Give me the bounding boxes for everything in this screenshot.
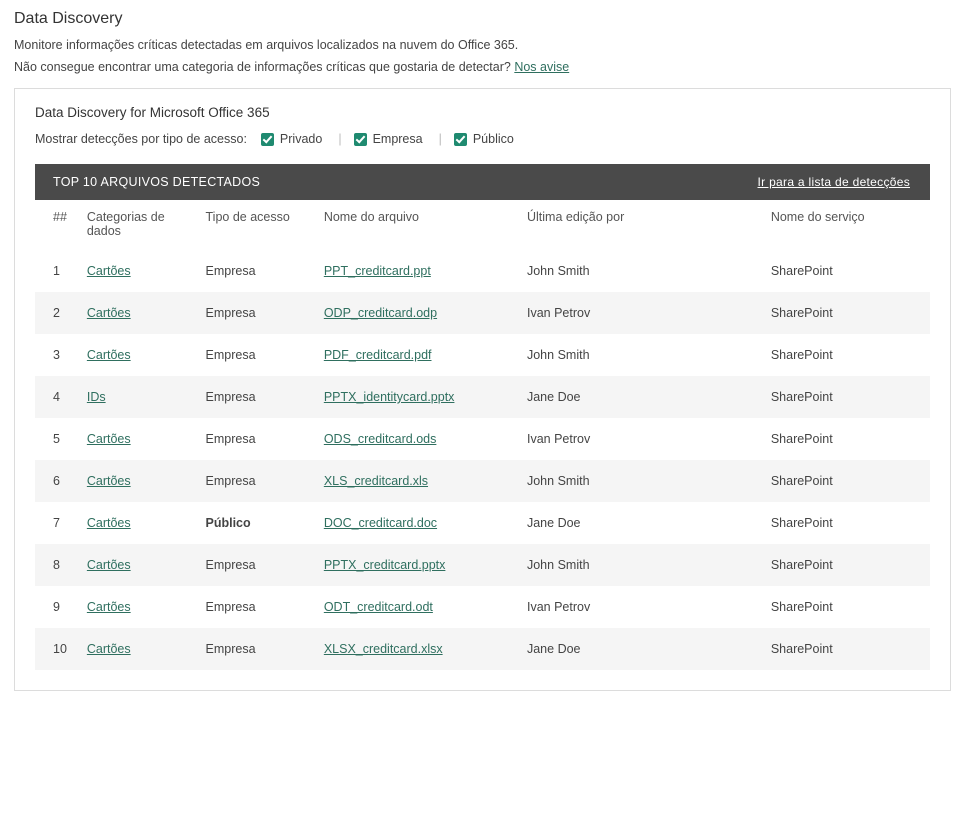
column-header-service: Nome do serviço bbox=[770, 210, 865, 225]
cell-index: 4 bbox=[53, 390, 60, 405]
checkbox-checked-icon[interactable] bbox=[354, 133, 367, 146]
intro-feedback-line bbox=[14, 58, 951, 76]
cell-category bbox=[79, 586, 198, 628]
table-row bbox=[35, 502, 930, 544]
file-name-link[interactable]: ODT_creditcard.odt bbox=[323, 600, 433, 615]
access-type-filter-row bbox=[35, 132, 930, 146]
cell-last-editor: John Smith bbox=[526, 558, 590, 573]
cell-service-name: SharePoint bbox=[770, 306, 833, 321]
cell-index: 10 bbox=[53, 642, 67, 657]
category-link[interactable]: Cartões bbox=[86, 516, 131, 531]
cell-access-type: Empresa bbox=[205, 558, 256, 573]
cell-file-name bbox=[316, 418, 519, 460]
filter-checkbox-publico[interactable] bbox=[454, 132, 514, 146]
cell-file-name bbox=[316, 376, 519, 418]
cell-category bbox=[79, 502, 198, 544]
checkbox-checked-icon[interactable] bbox=[454, 133, 467, 146]
category-link[interactable]: Cartões bbox=[86, 432, 131, 447]
cell-file-name bbox=[316, 544, 519, 586]
cell-access-type: Empresa bbox=[205, 474, 256, 489]
panel-title: Data Discovery for Microsoft Office 365 bbox=[35, 105, 270, 121]
cell-index: 7 bbox=[53, 516, 60, 531]
cell-category bbox=[79, 250, 198, 292]
cell-last-editor: Jane Doe bbox=[526, 516, 581, 531]
file-name-link[interactable]: PDF_creditcard.pdf bbox=[323, 348, 432, 363]
category-link[interactable]: Cartões bbox=[86, 474, 131, 489]
checkbox-checked-icon[interactable] bbox=[261, 133, 274, 146]
column-header-editor: Última edição por bbox=[526, 210, 625, 225]
cell-index: 8 bbox=[53, 558, 60, 573]
filter-separator-2: | bbox=[438, 132, 442, 147]
table-row bbox=[35, 628, 930, 670]
category-link[interactable]: Cartões bbox=[86, 600, 131, 615]
cell-service-name: SharePoint bbox=[770, 432, 833, 447]
category-link[interactable]: Cartões bbox=[86, 264, 131, 279]
cell-file-name bbox=[316, 292, 519, 334]
cell-file-name bbox=[316, 250, 519, 292]
category-link[interactable]: Cartões bbox=[86, 558, 131, 573]
cell-service-name: SharePoint bbox=[770, 474, 833, 489]
cell-category bbox=[79, 334, 198, 376]
file-name-link[interactable]: PPTX_identitycard.pptx bbox=[323, 390, 455, 405]
file-name-link[interactable]: DOC_creditcard.doc bbox=[323, 516, 438, 531]
cell-file-name bbox=[316, 502, 519, 544]
cell-service-name: SharePoint bbox=[770, 516, 833, 531]
cell-category bbox=[79, 544, 198, 586]
column-header-access: Tipo de acesso bbox=[205, 210, 290, 225]
notify-us-link[interactable]: Nos avise bbox=[514, 60, 570, 75]
cell-service-name: SharePoint bbox=[770, 642, 833, 657]
table-header-bar bbox=[35, 164, 930, 200]
intro-description: Monitore informações críticas detectadas em arquivos localizados na nuvem do Office 365. bbox=[14, 38, 519, 52]
file-name-link[interactable]: PPTX_creditcard.pptx bbox=[323, 558, 446, 573]
table-header-row bbox=[35, 200, 930, 250]
cell-file-name bbox=[316, 460, 519, 502]
category-link[interactable]: Cartões bbox=[86, 642, 131, 657]
cell-access-type: Empresa bbox=[205, 390, 256, 405]
filter-separator-1: | bbox=[338, 132, 342, 147]
cell-service-name: SharePoint bbox=[770, 348, 833, 363]
category-link[interactable]: Cartões bbox=[86, 306, 131, 321]
cell-access-type: Empresa bbox=[205, 348, 256, 363]
cell-index: 5 bbox=[53, 432, 60, 447]
cell-index: 9 bbox=[53, 600, 60, 615]
file-name-link[interactable]: XLS_creditcard.xls bbox=[323, 474, 429, 489]
filter-label-publico: Público bbox=[472, 132, 514, 147]
cell-last-editor: John Smith bbox=[526, 474, 590, 489]
intro-feedback-text: Não consegue encontrar uma categoria de informações críticas que gostaria de detectar? bbox=[14, 60, 511, 75]
cell-index: 1 bbox=[53, 264, 60, 279]
table-head bbox=[35, 200, 930, 250]
file-name-link[interactable]: ODP_creditcard.odp bbox=[323, 306, 438, 321]
cell-category bbox=[79, 628, 198, 670]
filter-checkbox-privado[interactable] bbox=[261, 132, 322, 146]
cell-service-name: SharePoint bbox=[770, 558, 833, 573]
cell-service-name: SharePoint bbox=[770, 390, 833, 405]
cell-file-name bbox=[316, 586, 519, 628]
table-header-title: TOP 10 ARQUIVOS DETECTADOS bbox=[53, 175, 261, 190]
cell-category bbox=[79, 292, 198, 334]
data-discovery-panel bbox=[14, 88, 951, 691]
cell-file-name bbox=[316, 628, 519, 670]
table-body bbox=[35, 250, 930, 670]
filter-checkbox-empresa[interactable] bbox=[354, 132, 423, 146]
cell-service-name: SharePoint bbox=[770, 264, 833, 279]
file-name-link[interactable]: PPT_creditcard.ppt bbox=[323, 264, 431, 279]
cell-category bbox=[79, 418, 198, 460]
filter-label: Mostrar detecções por tipo de acesso: bbox=[35, 132, 247, 147]
table-row bbox=[35, 586, 930, 628]
table-row bbox=[35, 460, 930, 502]
cell-last-editor: Ivan Petrov bbox=[526, 600, 591, 615]
table-row bbox=[35, 334, 930, 376]
category-link[interactable]: IDs bbox=[86, 390, 106, 405]
column-header-index: ## bbox=[53, 210, 67, 225]
table-row bbox=[35, 544, 930, 586]
cell-access-type: Público bbox=[205, 516, 251, 531]
cell-access-type: Empresa bbox=[205, 306, 256, 321]
cell-last-editor: Jane Doe bbox=[526, 642, 581, 657]
cell-index: 3 bbox=[53, 348, 60, 363]
column-header-file: Nome do arquivo bbox=[323, 210, 420, 225]
cell-index: 6 bbox=[53, 474, 60, 489]
cell-access-type: Empresa bbox=[205, 642, 256, 657]
table-row bbox=[35, 418, 930, 460]
cell-index: 2 bbox=[53, 306, 60, 321]
detections-table bbox=[35, 200, 930, 670]
cell-category bbox=[79, 460, 198, 502]
cell-last-editor: John Smith bbox=[526, 348, 590, 363]
filter-label-privado: Privado bbox=[279, 132, 323, 147]
cell-access-type: Empresa bbox=[205, 264, 256, 279]
cell-last-editor: Jane Doe bbox=[526, 390, 581, 405]
cell-access-type: Empresa bbox=[205, 432, 256, 447]
column-header-category: Categorias de dados bbox=[86, 210, 165, 239]
page-title: Data Discovery bbox=[14, 10, 123, 27]
filter-label-empresa: Empresa bbox=[372, 132, 423, 147]
go-to-detections-list-link[interactable]: Ir para a lista de detecções bbox=[757, 175, 910, 190]
cell-service-name: SharePoint bbox=[770, 600, 833, 615]
file-name-link[interactable]: XLSX_creditcard.xlsx bbox=[323, 642, 443, 657]
cell-file-name bbox=[316, 334, 519, 376]
table-row bbox=[35, 250, 930, 292]
cell-last-editor: Ivan Petrov bbox=[526, 306, 591, 321]
category-link[interactable]: Cartões bbox=[86, 348, 131, 363]
cell-last-editor: Ivan Petrov bbox=[526, 432, 591, 447]
cell-category bbox=[79, 376, 198, 418]
table-row bbox=[35, 376, 930, 418]
cell-access-type: Empresa bbox=[205, 600, 256, 615]
table-row bbox=[35, 292, 930, 334]
file-name-link[interactable]: ODS_creditcard.ods bbox=[323, 432, 437, 447]
cell-last-editor: John Smith bbox=[526, 264, 590, 279]
